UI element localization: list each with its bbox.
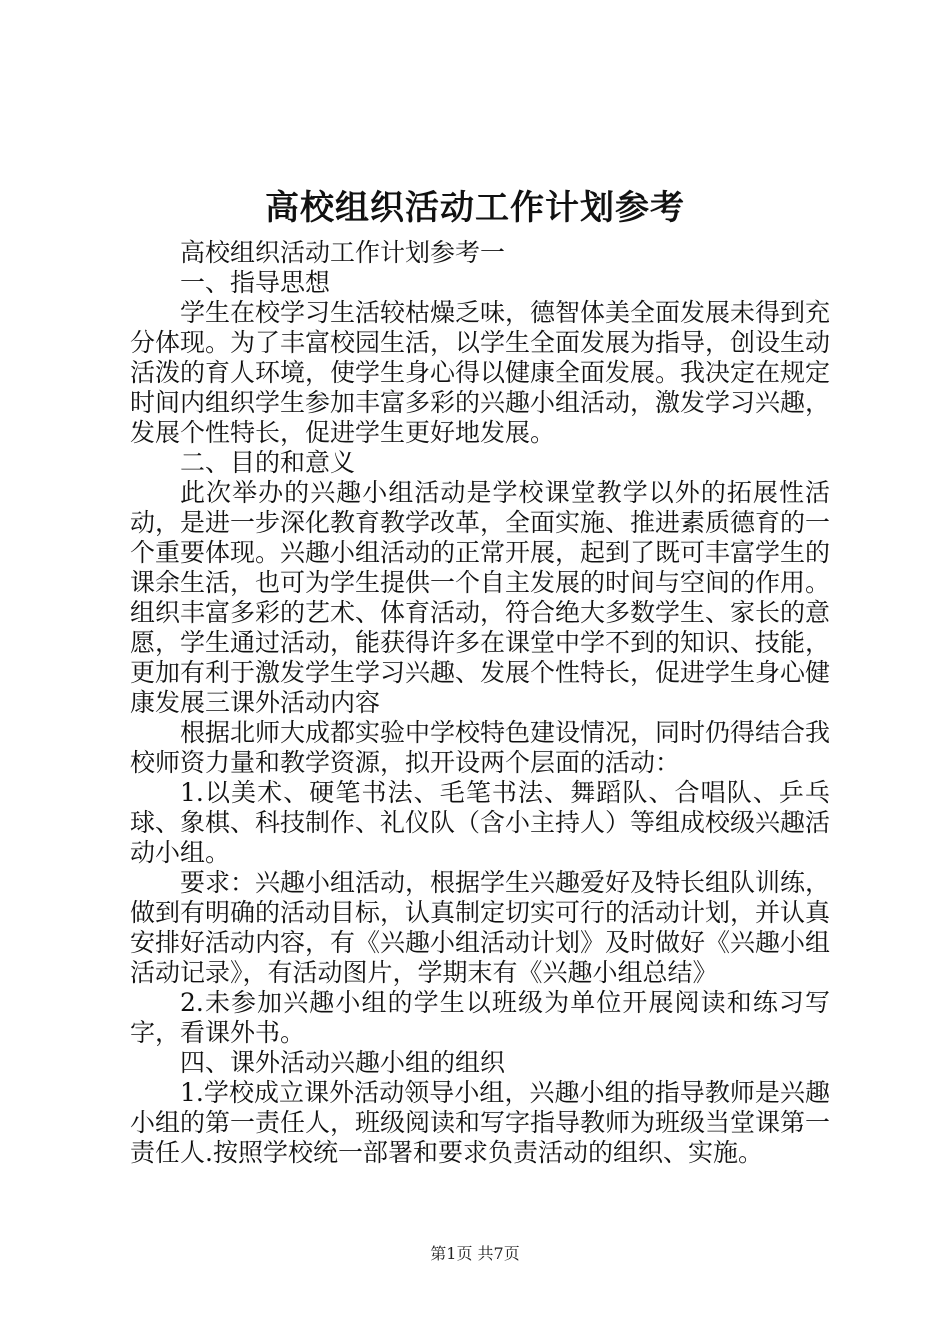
paragraph-subtitle: 高校组织活动工作计划参考一 bbox=[180, 238, 506, 267]
heading-activity-organization: 四、课外活动兴趣小组的组织 bbox=[180, 1048, 506, 1077]
paragraph: 学生在校学习生活较枯燥乏味，德智体美全面发展未得到充分体现。为了丰富校园生活，以学生全面发展为指导，创设生动活泼的育人环境，使学生身心得以健康全面发展。我决定在规定时间内组织学生参加丰富多彩的兴趣小组活动，激发学习兴趣，发展个性特长，促进学生更好地发展。 bbox=[130, 298, 831, 447]
paragraph: 2.未参加兴趣小组的学生以班级为单位开展阅读和练习写字，看课外书。 bbox=[130, 988, 830, 1047]
paragraph: 1.学校成立课外活动领导小组，兴趣小组的指导教师是兴趣小组的第一责任人，班级阅读和写字指导教师为班级当堂课第一责任人.按照学校统一部署和要求负责活动的组织、实施。 bbox=[130, 1078, 831, 1167]
paragraph: 此次举办的兴趣小组活动是学校课堂教学以外的拓展性活动，是进一步深化教育教学改革，全面实施、推进素质德育的一个重要体现。兴趣小组活动的正常开展，起到了既可丰富学生的课余生活，也可为学生提供一个自主发展的时间与空间的作用。组织丰富多彩的艺术、体育活动，符合绝大多数学生、家长的意愿，学生通过活动，能获得许多在课堂中学不到的知识、技能，更加有利于激发学生学习兴趣、发展个性特长，促进学生身心健康发展三课外活动内容 bbox=[130, 478, 831, 717]
paragraph: 根据北师大成都实验中学校特色建设情况，同时仍得结合我校师资力量和教学资源，拟开设两个层面的活动： bbox=[130, 718, 831, 777]
heading-guiding-ideology: 一、指导思想 bbox=[180, 268, 331, 297]
paragraph: 1.以美术、硬笔书法、毛笔书法、舞蹈队、合唱队、乒乓球、象棋、科技制作、礼仪队（含小主持人）等组成校级兴趣活动小组。 bbox=[130, 778, 831, 867]
document-title: 高校组织活动工作计划参考 bbox=[265, 188, 685, 228]
paragraph: 要求：兴趣小组活动，根据学生兴趣爱好及特长组队训练，做到有明确的活动目标，认真制定切实可行的活动计划，并认真安排好活动内容，有《兴趣小组活动计划》及时做好《兴趣小组活动记录》，有活动图片，学期末有《兴趣小组总结》 bbox=[130, 868, 831, 987]
heading-purpose-significance: 二、目的和意义 bbox=[180, 448, 356, 477]
page-indicator: 第1页 共7页 bbox=[430, 1244, 520, 1263]
document-body bbox=[130, 238, 830, 1168]
